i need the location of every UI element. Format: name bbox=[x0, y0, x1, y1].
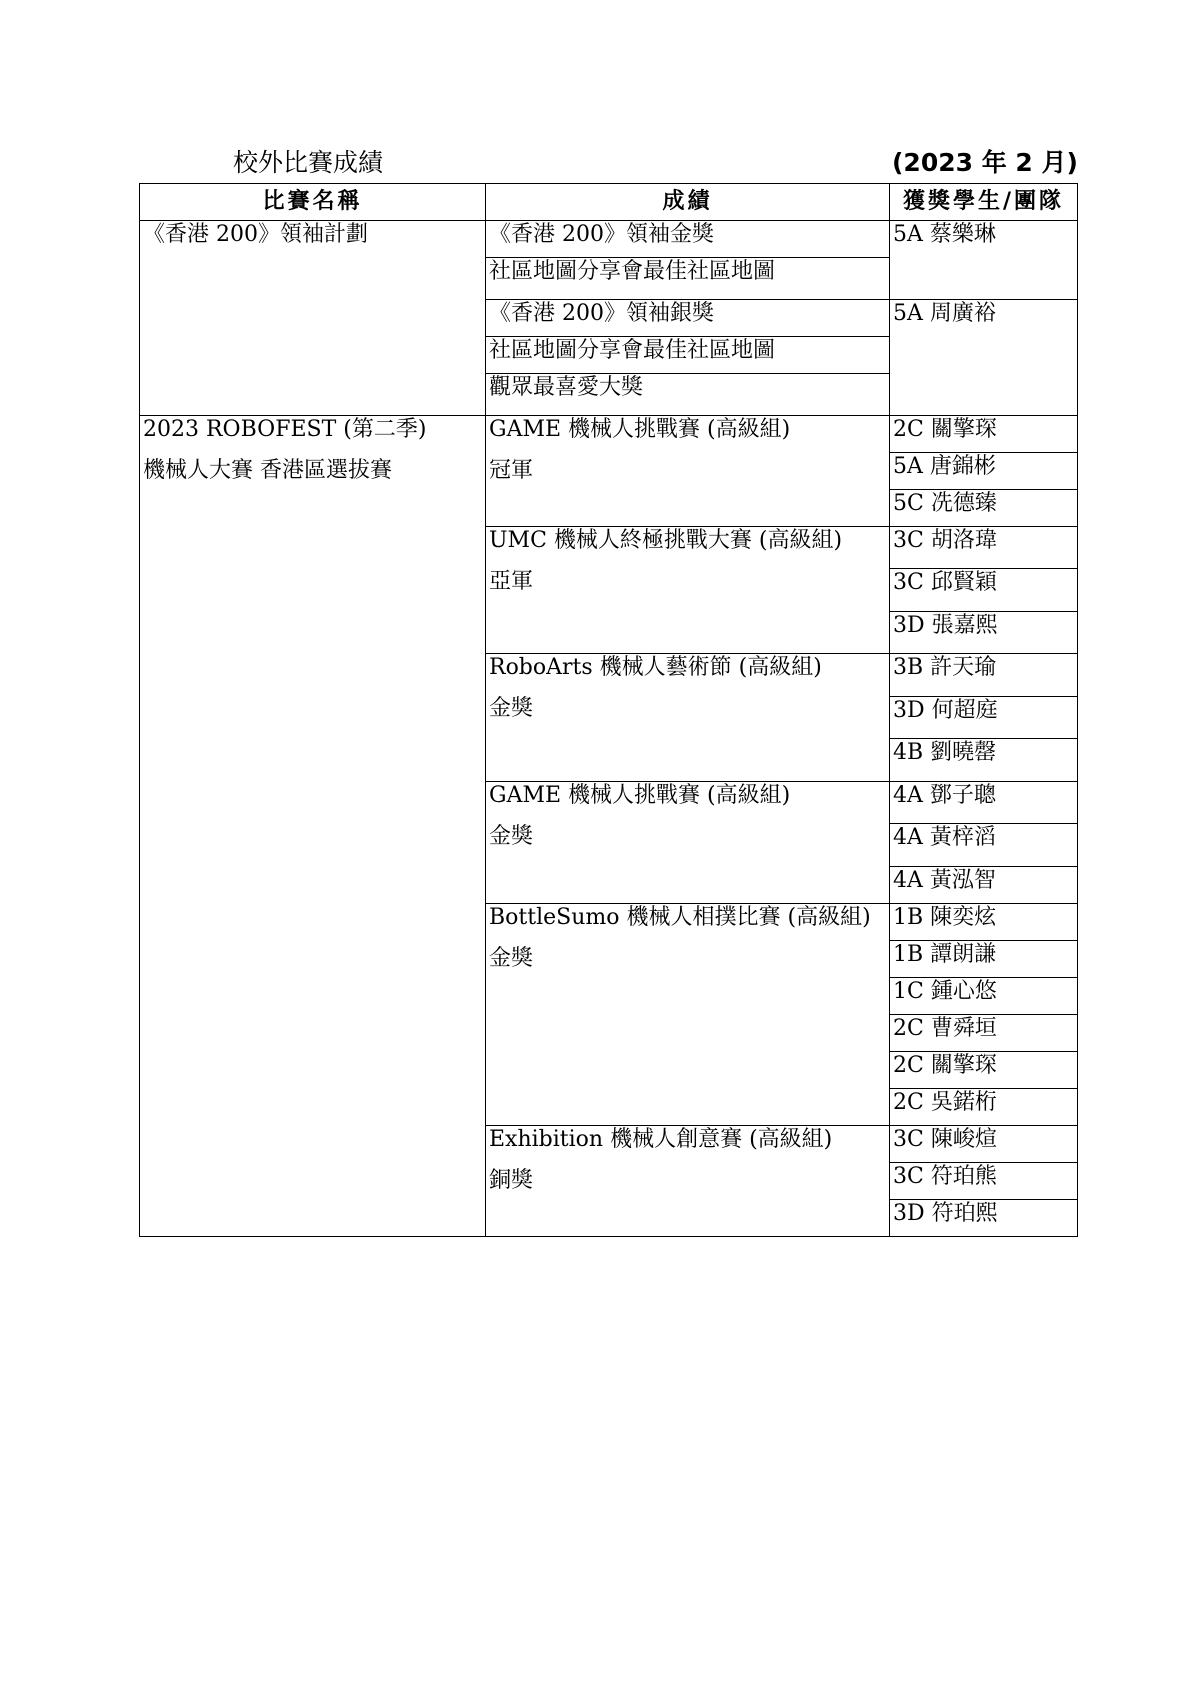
student-cell: 1B 譚朗謙 bbox=[890, 941, 1078, 978]
award-name: 冠軍 bbox=[489, 458, 534, 483]
column-header-awardee: 獲獎學生/團隊 bbox=[890, 184, 1078, 221]
award-name: 金獎 bbox=[489, 696, 534, 721]
award-cell bbox=[486, 416, 890, 527]
student-cell: 2C 吳鍩桁 bbox=[890, 1089, 1078, 1126]
student-cell: 3B 許天瑜 bbox=[890, 654, 1078, 697]
award-cell bbox=[486, 654, 890, 782]
student-cell: 4A 黃泓智 bbox=[890, 867, 1078, 904]
student-cell: 4A 鄧子聰 bbox=[890, 782, 1078, 824]
student-cell: 5A 蔡樂琳 bbox=[890, 221, 1078, 300]
column-header-competition: 比賽名稱 bbox=[140, 184, 486, 221]
table-row bbox=[140, 221, 1078, 258]
student-cell: 5C 冼德臻 bbox=[890, 490, 1078, 527]
table-header-row bbox=[140, 184, 1078, 221]
award-cell bbox=[486, 1126, 890, 1237]
event-name: UMC 機械人終極挑戰大賽 (高級組) bbox=[489, 528, 843, 553]
award-name: 亞軍 bbox=[489, 569, 534, 594]
competition-name-line: 機械人大賽 香港區選拔賽 bbox=[143, 458, 392, 483]
award-cell bbox=[486, 527, 890, 654]
student-cell: 3D 符珀熙 bbox=[890, 1200, 1078, 1237]
award-cell: 《香港 200》領袖金獎 bbox=[486, 221, 890, 258]
event-name: RoboArts 機械人藝術節 (高級組) bbox=[489, 655, 822, 680]
student-cell: 4B 劉曉罄 bbox=[890, 739, 1078, 782]
student-cell: 3C 邱賢穎 bbox=[890, 569, 1078, 612]
award-name: 銅獎 bbox=[489, 1168, 534, 1193]
report-date: (2023 年 2 月) bbox=[892, 148, 1078, 177]
student-cell: 3D 張嘉熙 bbox=[890, 612, 1078, 654]
competition-name-hk200: 《香港 200》領袖計劃 bbox=[140, 221, 486, 416]
student-cell: 3C 胡洛瑋 bbox=[890, 527, 1078, 569]
column-header-result: 成績 bbox=[486, 184, 890, 221]
award-cell: 《香港 200》領袖銀獎 bbox=[486, 300, 890, 337]
student-cell: 3C 符珀熊 bbox=[890, 1163, 1078, 1200]
student-cell: 2C 關擎琛 bbox=[890, 416, 1078, 453]
competition-name-robofest bbox=[140, 416, 486, 1237]
event-name: BottleSumo 機械人相撲比賽 (高級組) bbox=[489, 905, 871, 930]
award-name: 金獎 bbox=[489, 946, 534, 971]
student-cell: 5A 周廣裕 bbox=[890, 300, 1078, 416]
award-name: 金獎 bbox=[489, 824, 534, 849]
event-name: GAME 機械人挑戰賽 (高級組) bbox=[489, 417, 791, 442]
student-cell: 2C 關擎琛 bbox=[890, 1052, 1078, 1089]
award-cell: 觀眾最喜愛大獎 bbox=[486, 374, 890, 416]
student-cell: 4A 黃梓滔 bbox=[890, 824, 1078, 867]
page-title: 校外比賽成績 bbox=[233, 148, 384, 177]
award-cell: 社區地圖分享會最佳社區地圖 bbox=[486, 337, 890, 374]
award-cell bbox=[486, 782, 890, 904]
event-name: GAME 機械人挑戰賽 (高級組) bbox=[489, 783, 791, 808]
results-table bbox=[139, 183, 1078, 1237]
student-cell: 3D 何超庭 bbox=[890, 697, 1078, 739]
competition-name-line: 2023 ROBOFEST (第二季) bbox=[143, 417, 427, 442]
award-cell: 社區地圖分享會最佳社區地圖 bbox=[486, 258, 890, 300]
student-cell: 2C 曹舜垣 bbox=[890, 1015, 1078, 1052]
student-cell: 3C 陳峻煊 bbox=[890, 1126, 1078, 1163]
award-cell bbox=[486, 904, 890, 1126]
student-cell: 1B 陳奕炫 bbox=[890, 904, 1078, 941]
table-row bbox=[140, 416, 1078, 453]
event-name: Exhibition 機械人創意賽 (高級組) bbox=[489, 1127, 833, 1152]
student-cell: 5A 唐錦彬 bbox=[890, 453, 1078, 490]
student-cell: 1C 鍾心悠 bbox=[890, 978, 1078, 1015]
